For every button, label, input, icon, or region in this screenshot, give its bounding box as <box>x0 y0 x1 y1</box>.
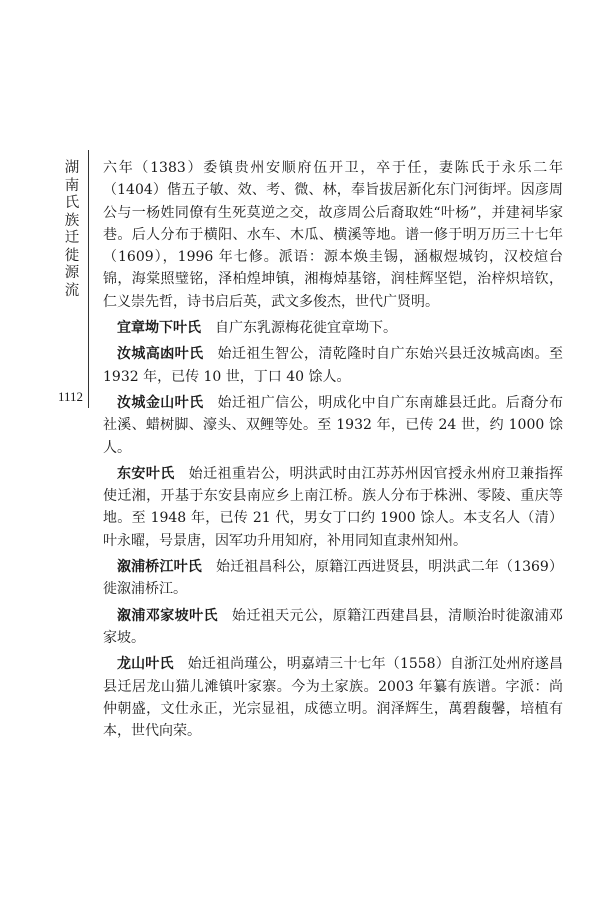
clan-entry <box>103 605 563 650</box>
clan-entry <box>103 556 563 601</box>
running-title: 湖南氏族迁徙源流 <box>64 160 80 299</box>
clan-heading: 溆浦桥江叶氏 <box>117 559 202 576</box>
clan-text: 始迁祖广信公，明成化中自广东南雄县迁此。后裔分布社溪、蜡树脚、濠头、双鲤等处。至 1932 年，已传 24 世，约 1000 馀人。 <box>103 394 564 456</box>
clan-entry <box>103 392 563 459</box>
margin-rule <box>88 150 89 408</box>
page-number: 1112 <box>58 389 84 404</box>
clan-heading: 东安叶氏 <box>117 465 175 482</box>
clan-heading: 宜章坳下叶氏 <box>117 320 201 337</box>
clan-heading: 龙山叶氏 <box>117 656 174 673</box>
clan-text: 始迁祖重岩公，明洪武时由江苏苏州因官授永州府卫兼指挥使迁湘，开基于东安县南应乡上南江桥。族人分布于株洲、零陵、重庆等地。至 1948 年，已传 21 代，男女丁口约 1900 馀人。本支名人（清）叶永曜，号景唐，因军功升用知府，补用同知直隶州知州。 <box>103 465 563 549</box>
paragraph-text: 六年（1383）委镇贵州安顺府伍开卫，卒于任，妻陈氏于永乐二年（1404）偕五子敏、效、考、微、林，奉旨拔居新化东门河街坪。因彦周公与一杨姓同僚有生死莫逆之交，故彦周公后裔取姓“叶杨”，并建祠毕家巷。后人分布于横阳、水车、木瓜、横溪等地。谱一修于明万历三十七年（1609），1996 年七修。派语：源本焕圭锡，涵椒煜城钧，汉校煊台锦，海棠照璧铭，泽柏煌坤镇，湘梅焯基镕，润桂辉坚铠，治梓炽培钦，仁义崇先哲，诗书启后英，武文多俊杰，世代广贤明。 <box>103 160 563 310</box>
page-body <box>103 157 563 746</box>
clan-entry <box>103 343 563 388</box>
clan-heading: 汝城高凼叶氏 <box>117 346 204 363</box>
clan-text: 始迁祖天元公，原籍江西建昌县，清顺治时徙溆浦邓家坡。 <box>103 607 564 646</box>
paragraph-continued <box>103 157 563 313</box>
clan-heading: 溆浦邓家坡叶氏 <box>117 607 218 624</box>
clan-text: 始迁祖尚瑾公，明嘉靖三十七年（1558）自浙江处州府遂昌县迁居龙山猫儿滩镇叶家寨。今为土家族。2003 年纂有族谱。字派：尚仲朝盛，文仕永正，光宗显祖，成德立明。润泽辉生，萬碧馥馨，培植有本，世代向荣。 <box>103 656 563 740</box>
clan-text: 自广东乳源梅花徙宜章坳下。 <box>215 320 397 337</box>
clan-text: 始迁祖昌科公，原籍江西进贤县，明洪武二年（1369）徙溆浦桥江。 <box>103 559 563 598</box>
clan-text: 始迁祖生智公，清乾隆时自广东始兴县迁汝城高凼。至 1932 年，已传 10 世，丁口 40 馀人。 <box>103 346 564 385</box>
clan-heading: 汝城金山叶氏 <box>117 394 204 411</box>
clan-entry <box>103 653 563 742</box>
clan-entry <box>103 463 563 552</box>
clan-entry <box>103 317 563 339</box>
